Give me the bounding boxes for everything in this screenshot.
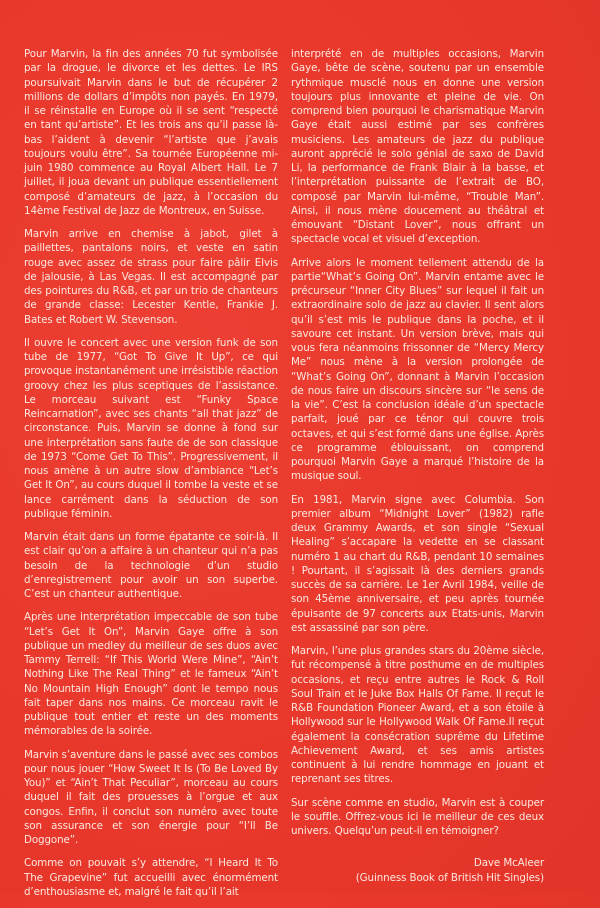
paragraph: Marvin s’aventure dans le passé avec ses combos pour nous jouer “How Sweet It Is (To Be Loved By You)” et “Ain’t That Peculiar”, morceau au cours duquel il fait des prouesses à l’orgue et aux congos. Enfin, il conclut son numéro avec toute son assurance et son énergie pour “I’ll Be Doggone”.	[24, 748, 278, 846]
paragraph: En 1981, Marvin signe avec Columbia. Son premier album “Midnight Lover” (1982) rafle deux Grammy Awards, et son single “Sexual Healing” s’accapare la vedette en se classant numéro 1 au chart du R&B, pendant 10 semaines ! Pourtant, il s’agissait là des derniers grands succès de sa carrière. Le 1er Avril 1984, veille de son 45ème anniversaire, et peu après tournée épuisante de 97 concerts aux Etats-unis, Marvin est assassiné par son père.	[291, 493, 544, 634]
left-column	[24, 47, 278, 908]
signature-source: (Guinness Book of British Hit Singles)	[355, 871, 544, 884]
paragraph: Pour Marvin, la fin des années 70 fut symbolisée par la drogue, le divorce et les dettes. Le IRS poursuivait Marvin dans le but de récupérer 2 millions de dollars d’impôts non payés. En 1979, il se réinstalle en Europe où il se sent “respecté en tant qu’artiste”. Et les trois ans qu’il passe là-bas l’aident à devenir “l’artiste que j’avais toujours voulu être”. Sa tournée Européenne mi-juin 1980 commence au Royal Albert Hall. Le 7 juillet, il joua devant un publique essentiellement composé d’amateurs de jazz, à l’occasion du 14ème Festival de Jazz de Montreux, en Suisse.	[24, 48, 278, 217]
right-column	[291, 47, 544, 885]
paragraph: Après une interprétation impeccable de son tube “Let’s Get It On”, Marvin Gaye offre à son publique un medley du meilleur de ses duos avec Tammy Terrell: “If This World Were Mine”, “Ain’t Nothing Like The Real Thing” et le fameux “Ain’t No Mountain High Enough” dont le tempo nous fait taper dans nos mains. Ce morceau ravit le publique tout entier et reste un des moments mémorables de la soirée.	[24, 611, 278, 738]
paragraph: Marvin, l’une plus grandes stars du 20ème siècle, fut récompensé à titre posthume en de multiples occasions, et reçu entre autres le Rock & Roll Soul Train et le Juke Box Halls Of Fame. Il reçut le R&B Foundation Pioneer Award, et a son étoile à Hollywood sur le Hollywood Walk Of Fame.Il reçut également la consécration suprême du Lifetime Achievement Award, et ses amis artistes continuent à lui rendre hommage en jouant et reprenant ses titres.	[291, 645, 544, 786]
paragraph: Arrive alors le moment tellement attendu de la partie“What’s Going On”. Marvin entame avec le précurseur “Inner City Blues” sur lequel il fait un extraordinaire solo de jazz au clavier. Il sent alors qu’il s’est mis le publique dans la poche, et il savoure cet instant. Un version brève, mais qui vous fera néanmoins frissonner de “Mercy Mercy Me” nous mène à la version prolongée de “What’s Going On”, donnant à Marvin l’occasion de nous faire un discours sincère sur “le sens de la vie”. C’est la conclusion idéale d’un spectacle parfait, joué par ce ténor qui couvre trois octaves, et qui s’est formé dans une église. Après ce programme éblouissant, on comprend pourquoi Marvin Gaye a marqué l’histoire de la musique soul.	[291, 256, 544, 483]
paragraph: Il ouvre le concert avec une version funk de son tube de 1977, “Got To Give It Up”, ce qui provoque instantanément une irrésistible réaction groovy chez les plus sceptiques de l’assistance. Le morceau suivant est “Funky Space Reincarnation”, avec ses chants “all that jazz” de circonstance. Puis, Marvin se donne à fond sur une interprétation sans faute de de son classique de 1973 “Come Get To This”. Progressivement, il nous amène à un autre slow d’ambiance “Let’s Get It On”, au cours duquel il tombe la veste et se lance carrément dans la séduction de son publique féminin.	[24, 336, 278, 520]
signature-author: Dave McAleer	[473, 857, 544, 870]
signature	[291, 856, 544, 885]
paragraph: Comme on pouvait s’y attendre, “I Heard It To The Grapevine” fut accueilli avec énormément d’enthousiasme et, malgré le fait qu’il l’ait	[24, 857, 278, 898]
paragraph: interprété en de multiples occasions, Marvin Gaye, bête de scène, soutenu par un ensemble rythmique musclé nous en donne une version toujours plus innovante et pleine de vie. On comprend bien pourquoi le charismatique Marvin Gaye était aussi estimé par ses confrères musiciens. Les amateurs de jazz du publique auront apprécié le solo génial de saxo de David Li, la performance de Frank Blair à la basse, et l’interprétation puissante de l’extrait de BO, composé par Marvin lui-même, “Trouble Man”. Ainsi, il nous mène doucement au théâtral et émouvant “Distant Lover”, nous offrant un spectacle vocal et visuel d’exception.	[291, 48, 544, 246]
paragraph: Sur scène comme en studio, Marvin est à couper le souffle. Offrez-vous ici le meilleur de ces deux univers. Quelqu’un peut-il en témoigner?	[291, 796, 544, 837]
paragraph: Marvin arrive en chemise à jabot, gilet à paillettes, pantalons noirs, et veste en satin rouge avec assez de strass pour faire pâlir Elvis de jalousie, à Las Vegas. Il est accompagné par des pointures du R&B, et par un trio de chanteurs de grande classe: Lecester Kentle, Frankie J. Bates et Robert W. Stevenson.	[24, 228, 278, 326]
paragraph: Marvin était dans un forme épatante ce soir-là. Il est clair qu’on a affaire à un chanteur qui n’a pas besoin de la technologie d’un studio d’enregistrement pour avoir un son superbe. C’est un chanteur authentique.	[24, 531, 278, 600]
